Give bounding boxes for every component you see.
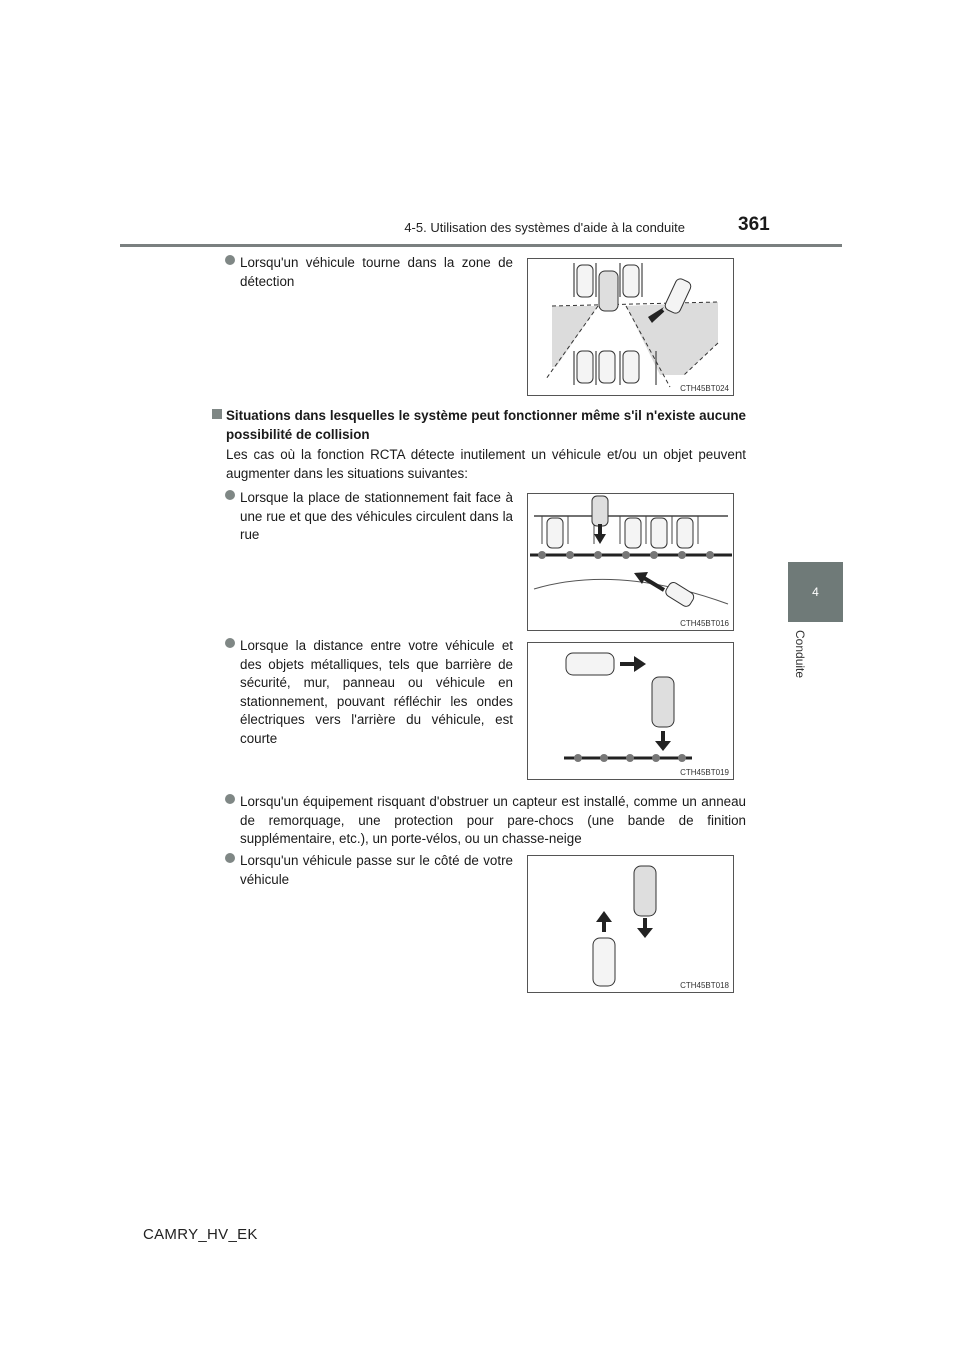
list-item: Lorsque la distance entre votre véhicule et des objets métalliques, tels que barrière de sécurité, mur, panneau ou véhicule en stationnement, pouvant réfléchir les ondes électriques vers l'arrière du véhicule, est courte bbox=[240, 637, 513, 748]
list-item: Lorsqu'un véhicule tourne dans la zone de détection bbox=[240, 254, 513, 291]
header-divider bbox=[120, 244, 842, 247]
figure-passing-vehicle bbox=[527, 855, 734, 993]
passing-vehicle-illustration bbox=[528, 856, 733, 992]
figure-parking-facing-street bbox=[527, 493, 734, 631]
bullet-icon bbox=[225, 255, 235, 265]
bullet-icon bbox=[225, 638, 235, 648]
bullet-icon bbox=[225, 794, 235, 804]
parking-street-illustration bbox=[528, 494, 733, 630]
figure-metallic-objects bbox=[527, 642, 734, 780]
figure-code: CTH45BT018 bbox=[680, 981, 729, 990]
page-number: 361 bbox=[738, 214, 770, 235]
chapter-tab[interactable] bbox=[788, 562, 843, 622]
intro-paragraph: Les cas où la fonction RCTA détecte inutilement un véhicule et/ou un objet peuvent augmenter dans les situations suivantes: bbox=[226, 447, 746, 481]
figure-code: CTH45BT019 bbox=[680, 768, 729, 777]
metallic-objects-illustration bbox=[528, 643, 733, 779]
bullet-icon bbox=[225, 490, 235, 500]
square-bullet-icon bbox=[212, 409, 222, 419]
figure-code: CTH45BT024 bbox=[680, 384, 729, 393]
figure-turning-vehicle bbox=[527, 258, 734, 396]
section-heading: Situations dans lesquelles le système peut fonctionner même s'il n'existe aucune possibilité de collision bbox=[226, 407, 746, 444]
section-title: 4-5. Utilisation des systèmes d'aide à la conduite bbox=[404, 220, 685, 235]
list-item: Lorsqu'un équipement risquant d'obstruer un capteur est installé, comme un anneau de remorquage, une protection pour pare-chocs (une bande de finition supplémentaire, etc.), un porte-vélos, ou un chasse-neige bbox=[240, 793, 746, 849]
list-item: Lorsque la place de stationnement fait face à une rue et que des véhicules circulent dans la rue bbox=[240, 489, 513, 545]
list-item: Lorsqu'un véhicule passe sur le côté de votre véhicule bbox=[240, 852, 513, 889]
bullet-icon bbox=[225, 853, 235, 863]
chapter-label: Conduite bbox=[793, 630, 807, 679]
figure-code: CTH45BT016 bbox=[680, 619, 729, 628]
model-code: CAMRY_HV_EK bbox=[143, 1226, 258, 1243]
turning-vehicle-illustration bbox=[528, 259, 733, 395]
chapter-number: 4 bbox=[812, 585, 819, 599]
